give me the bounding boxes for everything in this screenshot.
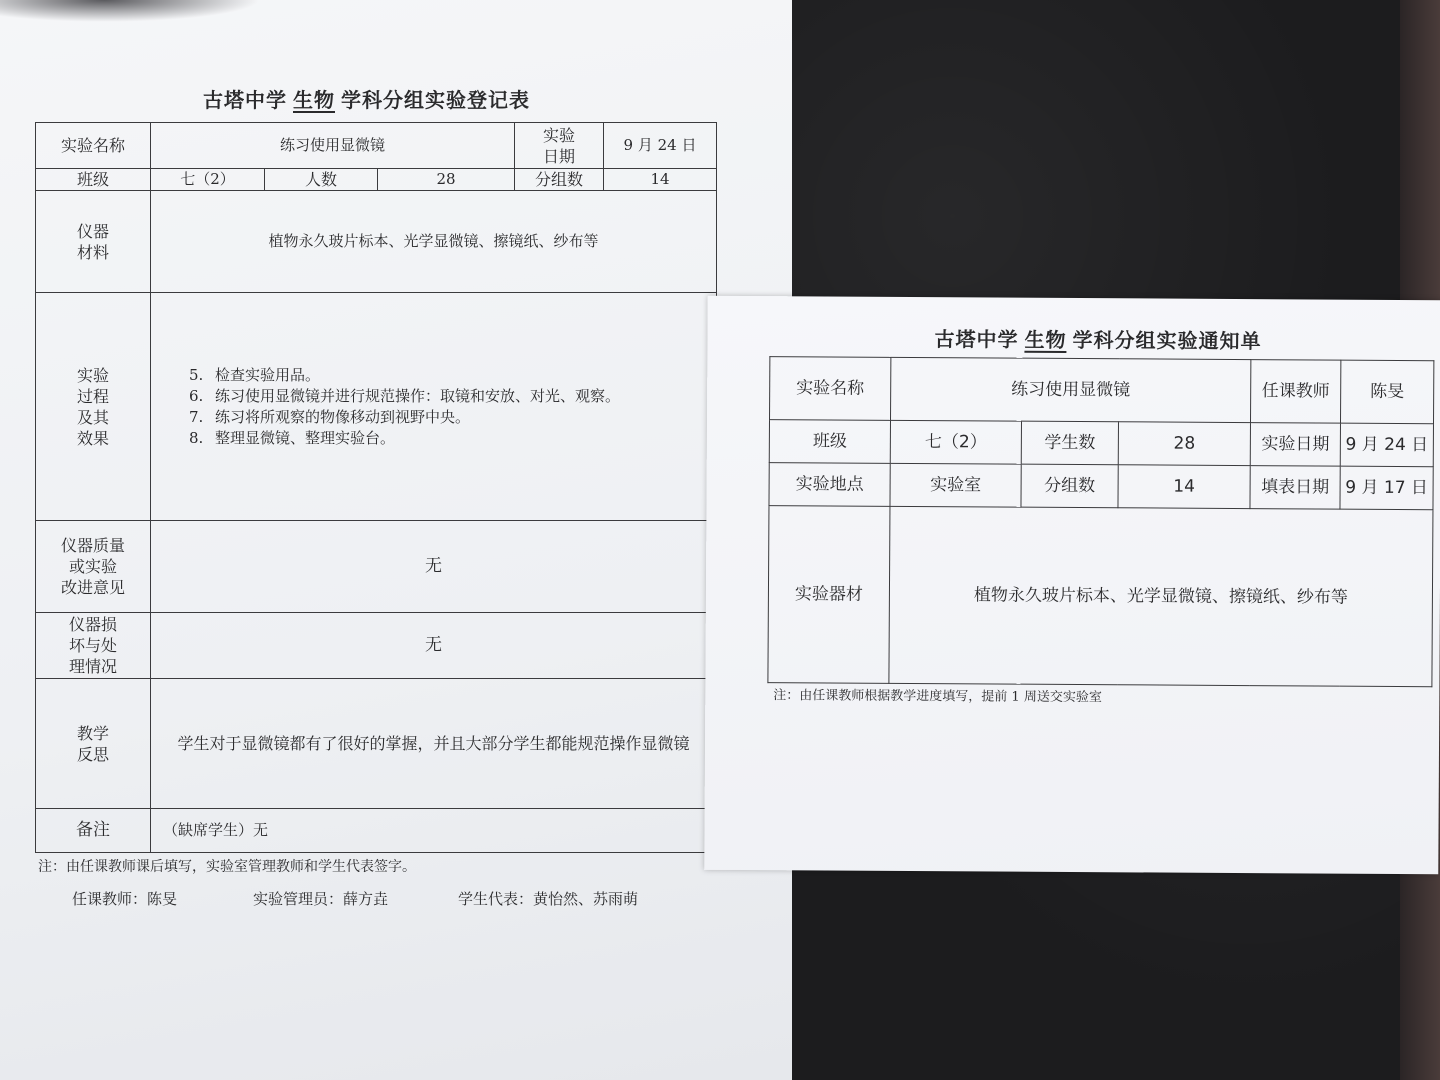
process-num: 7.	[189, 407, 204, 426]
label-equipment: 实验器材	[768, 506, 890, 684]
label-reflection: 教学 反思	[36, 679, 151, 809]
label-people: 人数	[265, 169, 378, 191]
label-experiment-date: 实验 日期	[515, 123, 604, 169]
title-rest: 学科分组实验通知单	[1072, 327, 1262, 354]
label-remarks: 备注	[36, 809, 151, 853]
process-num: 6.	[189, 386, 204, 405]
label-quality: 仪器质量 或实验 改进意见	[36, 521, 151, 613]
top-shadow	[0, 0, 260, 22]
register-table	[35, 122, 717, 853]
title-school: 古塔中学	[934, 327, 1019, 352]
label-groups: 分组数	[1021, 464, 1118, 508]
label-experiment-name: 实验名称	[770, 357, 891, 421]
label-class: 班级	[769, 420, 890, 464]
process-text: 整理显微镜、整理实验台。	[215, 428, 396, 447]
label-materials: 仪器 材料	[36, 191, 151, 293]
value-remarks: （缺席学生）无	[151, 809, 717, 853]
value-experiment-name: 练习使用显微镜	[151, 123, 515, 169]
register-footnote: 注：由任课教师课后填写，实验室管理教师和学生代表签字。	[38, 859, 416, 875]
value-people: 28	[378, 169, 515, 191]
process-num: 8.	[189, 428, 204, 447]
process-item	[189, 407, 712, 428]
process-text: 练习使用显微镜并进行规范操作：取镜和安放、对光、观察。	[215, 386, 621, 405]
process-num: 5.	[189, 365, 204, 384]
process-item	[189, 428, 712, 449]
notice-table	[767, 356, 1434, 687]
value-materials: 植物永久玻片标本、光学显微镜、擦镜纸、纱布等	[151, 191, 717, 293]
value-experiment-name: 练习使用显微镜	[891, 357, 1251, 422]
value-location: 实验室	[890, 463, 1021, 507]
title-subject: 生物	[293, 88, 335, 112]
register-form-title	[203, 84, 530, 113]
label-groups: 分组数	[515, 169, 604, 191]
value-groups: 14	[1118, 465, 1250, 509]
value-reflection: 学生对于显微镜都有了很好的掌握，并且大部分学生都能规范操作显微镜	[151, 679, 717, 809]
value-students: 28	[1118, 422, 1250, 466]
notice-form-title	[934, 323, 1261, 354]
value-class: 七（2）	[151, 169, 265, 191]
value-quality: 无	[151, 521, 717, 613]
value-class: 七（2）	[890, 420, 1021, 464]
label-location: 实验地点	[769, 463, 890, 507]
value-experiment-date: 9 月 24 日	[1340, 423, 1433, 467]
label-class: 班级	[36, 169, 151, 191]
process-text: 练习将所观察的物像移动到视野中央。	[215, 407, 471, 426]
value-equipment: 植物永久玻片标本、光学显微镜、擦镜纸、纱布等	[889, 506, 1433, 686]
label-teacher: 任课教师	[1251, 360, 1341, 424]
title-school: 古塔中学	[203, 88, 287, 112]
signature-teacher: 任课教师：陈旻	[72, 890, 178, 908]
label-damage: 仪器损 坏与处 理情况	[36, 613, 151, 679]
notice-footnote: 注：由任课教师根据教学进度填写，提前 1 周送交实验室	[773, 688, 1102, 706]
label-students: 学生数	[1021, 421, 1118, 465]
title-rest: 学科分组实验登记表	[341, 88, 530, 112]
process-text: 检查实验用品。	[215, 365, 321, 384]
signature-lab-admin: 实验管理员：薛方垚	[253, 890, 389, 908]
value-teacher: 陈旻	[1341, 360, 1434, 424]
value-experiment-date: 9 月 24 日	[604, 123, 717, 169]
process-list	[151, 293, 717, 521]
signature-students: 学生代表：黄怡然、苏雨萌	[458, 890, 639, 908]
process-item	[189, 386, 712, 407]
label-experiment-name: 实验名称	[36, 123, 151, 169]
value-groups: 14	[604, 169, 717, 191]
process-item	[189, 365, 712, 386]
value-damage: 无	[151, 613, 717, 679]
label-fill-date: 填表日期	[1250, 466, 1340, 510]
notice-form-sheet	[704, 296, 1440, 874]
title-subject: 生物	[1024, 327, 1067, 352]
label-experiment-date: 实验日期	[1250, 423, 1340, 467]
value-fill-date: 9 月 17 日	[1340, 466, 1433, 510]
label-process: 实验 过程 及其 效果	[36, 293, 151, 521]
